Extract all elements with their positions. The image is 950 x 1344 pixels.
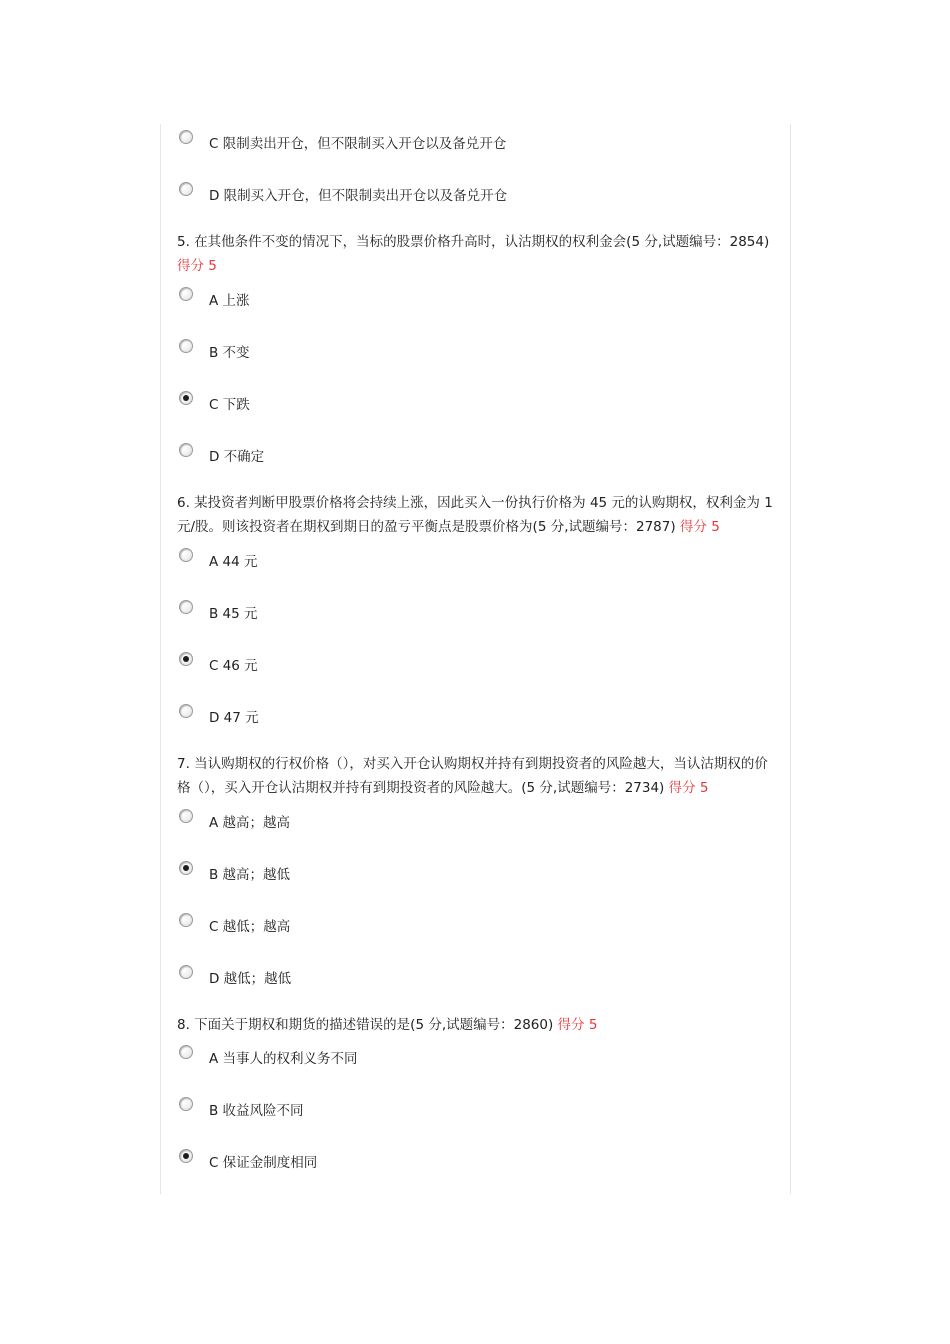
- radio-button[interactable]: [179, 704, 193, 718]
- radio-button[interactable]: [179, 861, 193, 875]
- option-label: C 下跌: [209, 397, 250, 413]
- radio-button[interactable]: [179, 809, 193, 823]
- option-label: D 限制买入开仓，但不限制卖出开仓以及备兑开仓: [209, 188, 508, 204]
- radio-button[interactable]: [179, 182, 193, 196]
- option-label: C 越低；越高: [209, 919, 291, 935]
- radio-button[interactable]: [179, 1149, 193, 1163]
- radio-button[interactable]: [179, 339, 193, 353]
- option-label: A 上涨: [209, 293, 250, 309]
- option-label: C 限制卖出开仓，但不限制买入开仓以及备兑开仓: [209, 136, 507, 152]
- radio-button[interactable]: [179, 913, 193, 927]
- option-label: D 47 元: [209, 710, 259, 726]
- question-stem: 6. 某投资者判断甲股票价格将会持续上涨，因此买入一份执行价格为 45 元的认购期权，权利金为 1 元/股。则该投资者在期权到期日的盈亏平衡点是股票价格为(5 分,试题编号：2787): [177, 495, 773, 535]
- question-5: [177, 230, 777, 278]
- question-8: [177, 1013, 777, 1037]
- option-label: C 保证金制度相同: [209, 1155, 318, 1171]
- radio-button[interactable]: [179, 287, 193, 301]
- radio-button[interactable]: [179, 965, 193, 979]
- score-label: 得分 5: [668, 780, 709, 796]
- radio-button[interactable]: [179, 443, 193, 457]
- radio-button[interactable]: [179, 600, 193, 614]
- score-label: 得分 5: [679, 519, 720, 535]
- score-label: 得分 5: [557, 1017, 598, 1033]
- radio-button[interactable]: [179, 130, 193, 144]
- question-6: [177, 491, 777, 539]
- option-label: C 46 元: [209, 658, 258, 674]
- question-stem: 8. 下面关于期权和期货的描述错误的是(5 分,试题编号：2860): [177, 1017, 554, 1033]
- option-label: A 越高；越高: [209, 815, 291, 831]
- radio-button[interactable]: [179, 548, 193, 562]
- question-7: [177, 752, 777, 800]
- option-label: B 45 元: [209, 606, 258, 622]
- question-stem: 5. 在其他条件不变的情况下，当标的股票价格升高时，认沽期权的权利金会(5 分,试题编号：2854): [177, 234, 770, 250]
- question-stem: 7. 当认购期权的行权价格（），对买入开仓认购期权并持有到期投资者的风险越大，当认沽期权的价格（），买入开仓认沽期权并持有到期投资者的风险越大。(5 分,试题编号：2734): [177, 756, 768, 796]
- score-label: 得分 5: [177, 258, 217, 274]
- option-label: D 不确定: [209, 449, 265, 465]
- option-label: A 当事人的权利义务不同: [209, 1051, 358, 1067]
- option-label: B 越高；越低: [209, 867, 291, 883]
- option-label: A 44 元: [209, 554, 258, 570]
- option-label: B 收益风险不同: [209, 1103, 304, 1119]
- option-label: B 不变: [209, 345, 250, 361]
- radio-button[interactable]: [179, 652, 193, 666]
- radio-button[interactable]: [179, 1045, 193, 1059]
- radio-button[interactable]: [179, 391, 193, 405]
- radio-button[interactable]: [179, 1097, 193, 1111]
- option-label: D 越低；越低: [209, 971, 292, 987]
